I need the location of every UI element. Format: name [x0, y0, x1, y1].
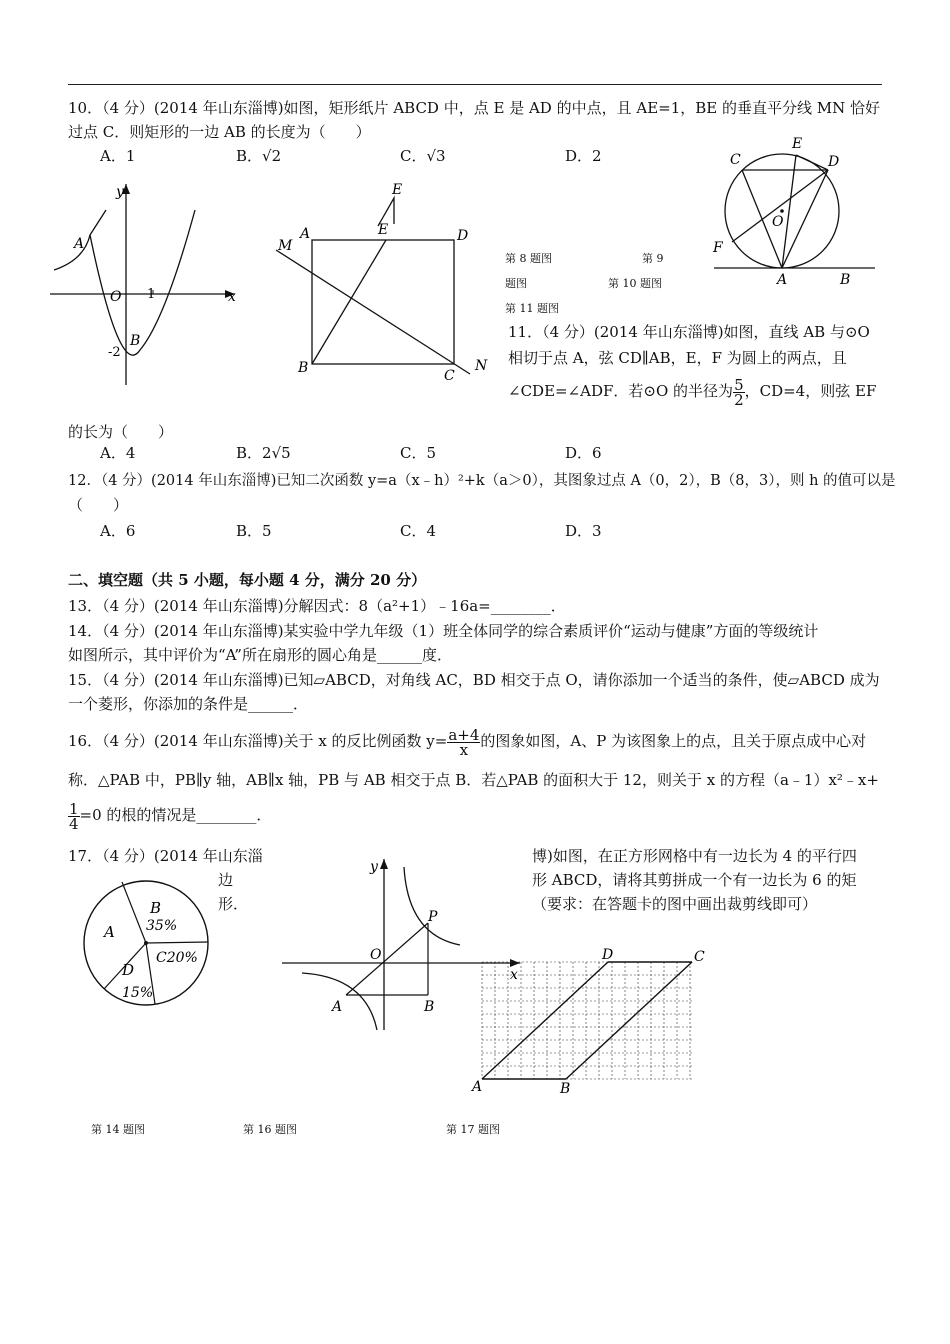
q15-line2: 一个菱形，你添加的条件是______． [68, 695, 309, 713]
rect-label-c: C [444, 368, 455, 384]
pie-label-d-percent: 15% [122, 985, 154, 1001]
grid-label-d: D [602, 947, 614, 963]
q11-option-c: C．5 [400, 444, 437, 462]
q17-text-b2: 形 ABCD，请将其剪拼成一个有一边长为 6 的矩 [532, 871, 857, 889]
q12-option-a: A．6 [100, 522, 136, 540]
q10-option-a: A．1 [100, 147, 136, 165]
circle-label-e: E [792, 136, 803, 152]
circle-label-d: D [828, 154, 840, 170]
q12-line1: 12．（4 分）(2014 年山东淄博)已知二次函数 y=a（x﹣h）²+k（a＞0），其图象过点 A（0，2），B（8，3），则 h 的值可以是 [68, 473, 896, 489]
caption-fig17: 第 17 题图 [446, 1123, 500, 1136]
rect-label-a: A [300, 226, 311, 242]
q17-text-a3: 形． [218, 895, 249, 913]
q11-line3-end: ，CD=4，则弦 EF [744, 382, 877, 400]
q16-line3 [68, 798, 271, 832]
parabola-label-o: O [110, 289, 122, 305]
q17-text-a2: 边 [218, 871, 234, 889]
q12-line2: （ ） [68, 496, 129, 514]
q17-text-b3: （要求：在答题卡的图中画出裁剪线即可） [532, 895, 818, 913]
hyperbola-label-b: B [424, 999, 435, 1015]
q12-option-b: B．5 [236, 522, 272, 540]
pie-figure [80, 885, 212, 1005]
q11-option-d: D．6 [565, 444, 602, 462]
q11-line3 [508, 374, 876, 408]
parabola-label-x: x [228, 289, 236, 305]
rect-label-b: B [298, 360, 309, 376]
pie-label-b: B [150, 899, 162, 917]
parabola-label-minus2: -2 [108, 345, 121, 360]
caption-fig14: 第 14 题图 [91, 1123, 145, 1136]
rect-label-n: N [475, 358, 488, 374]
q16-line1-end: 的图象如图，A、P 为该图象上的点，且关于原点成中心对 [480, 732, 867, 750]
section-2-heading: 二、填空题（共 5 小题，每小题 4 分，满分 20 分） [68, 571, 427, 589]
circle-label-c: C [730, 152, 741, 168]
q11-option-b: B．2√5 [236, 444, 291, 462]
q11-frac-denominator: 2 [734, 390, 744, 409]
circle-label-a: A [777, 272, 788, 288]
q12-option-d: D．3 [565, 522, 602, 540]
grid-figure [470, 945, 710, 1095]
caption-fig10: 第 10 题图 [608, 277, 662, 290]
q11-line3-start: ∠CDE=∠ADF．若⊙O 的半径为 [508, 382, 734, 400]
parabola-label-1: 1 [147, 287, 156, 302]
caption-fig16: 第 16 题图 [243, 1123, 297, 1136]
q10-line2: 过点 C．则矩形的一边 AB 的长度为（ ） [68, 123, 371, 141]
rect-label-e-top: E [392, 182, 403, 198]
q12-option-c: C．4 [400, 522, 437, 540]
parabola-label-y: y [116, 184, 124, 200]
q10-option-c: C．√3 [400, 147, 446, 165]
pie-label-b-percent: 35% [146, 918, 178, 934]
grid-label-a: A [472, 1079, 483, 1095]
hyperbola-label-o: O [370, 947, 382, 963]
rectangle-figure [270, 176, 500, 391]
rect-label-d: D [457, 228, 469, 244]
q13-text: 13．（4 分）(2014 年山东淄博)分解因式：8（a²+1）﹣16a=________． [68, 597, 566, 615]
caption-fig9-part2: 题图 [505, 277, 527, 290]
q11-line2: 相切于点 A，弦 CD∥AB，E，F 为圆上的两点，且 [508, 349, 847, 367]
q10-option-b: B．√2 [236, 147, 282, 165]
parabola-label-b: B [130, 333, 141, 349]
q16-line1 [68, 724, 866, 758]
q11-option-a: A．4 [100, 444, 136, 462]
circle-figure [700, 130, 890, 290]
circle-label-f: F [713, 240, 723, 256]
q11-frac-numerator: 5 [734, 375, 744, 394]
hyperbola-label-p: P [428, 909, 438, 925]
q10-option-d: D．2 [565, 147, 602, 165]
q16-frac2-numerator: 1 [69, 799, 79, 818]
q15-line1: 15．（4 分）(2014 年山东淄博)已知▱ABCD，对角线 AC，BD 相交于点 O，请你添加一个适当的条件，使▱ABCD 成为 [68, 671, 880, 689]
q14-line2: 如图所示，其中评价为“A”所在扇形的圆心角是______度． [68, 646, 452, 664]
q16-line2: 称．△PAB 中，PB∥y 轴，AB∥x 轴，PB 与 AB 相交于点 B．若△PAB 的面积大于 12，则关于 x 的方程（a﹣1）x²﹣x+ [68, 771, 879, 789]
top-rule [68, 84, 882, 85]
pie-label-c: C20% [156, 950, 198, 966]
q16-frac-numerator: a+4 [448, 725, 480, 744]
caption-fig9-part1: 第 9 [642, 252, 664, 265]
pie-label-a: A [104, 923, 115, 941]
q16-line1-start: 16．（4 分）(2014 年山东淄博)关于 x 的反比例函数 y= [68, 732, 448, 750]
q10-line1: 10．（4 分）(2014 年山东淄博)如图，矩形纸片 ABCD 中，点 E 是 AD 的中点，且 AE=1，BE 的垂直平分线 MN 恰好 [68, 99, 881, 117]
q11-line4: 的长为（ ） [68, 423, 174, 441]
circle-label-o: O [772, 214, 784, 230]
pie-label-d: D [122, 961, 135, 979]
hyperbola-label-a: A [332, 999, 343, 1015]
q16-frac-denominator: x [459, 740, 469, 759]
q11-line1: 11．（4 分）(2014 年山东淄博)如图，直线 AB 与⊙O [508, 323, 870, 341]
q16-frac2-denominator: 4 [69, 814, 79, 833]
caption-fig8: 第 8 题图 [505, 252, 552, 265]
hyperbola-label-x: x [510, 967, 518, 983]
grid-label-c: C [694, 949, 705, 965]
q16-line3-text: =0 的根的情况是________． [79, 806, 272, 824]
rect-label-e: E [378, 222, 389, 238]
caption-fig11: 第 11 题图 [505, 302, 559, 315]
q14-line1: 14．（4 分）(2014 年山东淄博)某实验中学九年级（1）班全体同学的综合素质评价“运动与健康”方面的等级统计 [68, 622, 819, 640]
grid-label-b: B [560, 1081, 571, 1097]
parabola-figure [50, 180, 250, 390]
parabola-label-a: A [74, 236, 85, 252]
circle-label-b: B [840, 272, 851, 288]
q17-text-b1: 博)如图，在正方形网格中有一边长为 4 的平行四 [532, 847, 857, 865]
hyperbola-label-y: y [370, 859, 378, 875]
rect-label-m: M [278, 238, 293, 254]
q17-text-a1: 17．（4 分）(2014 年山东淄 [68, 847, 263, 865]
